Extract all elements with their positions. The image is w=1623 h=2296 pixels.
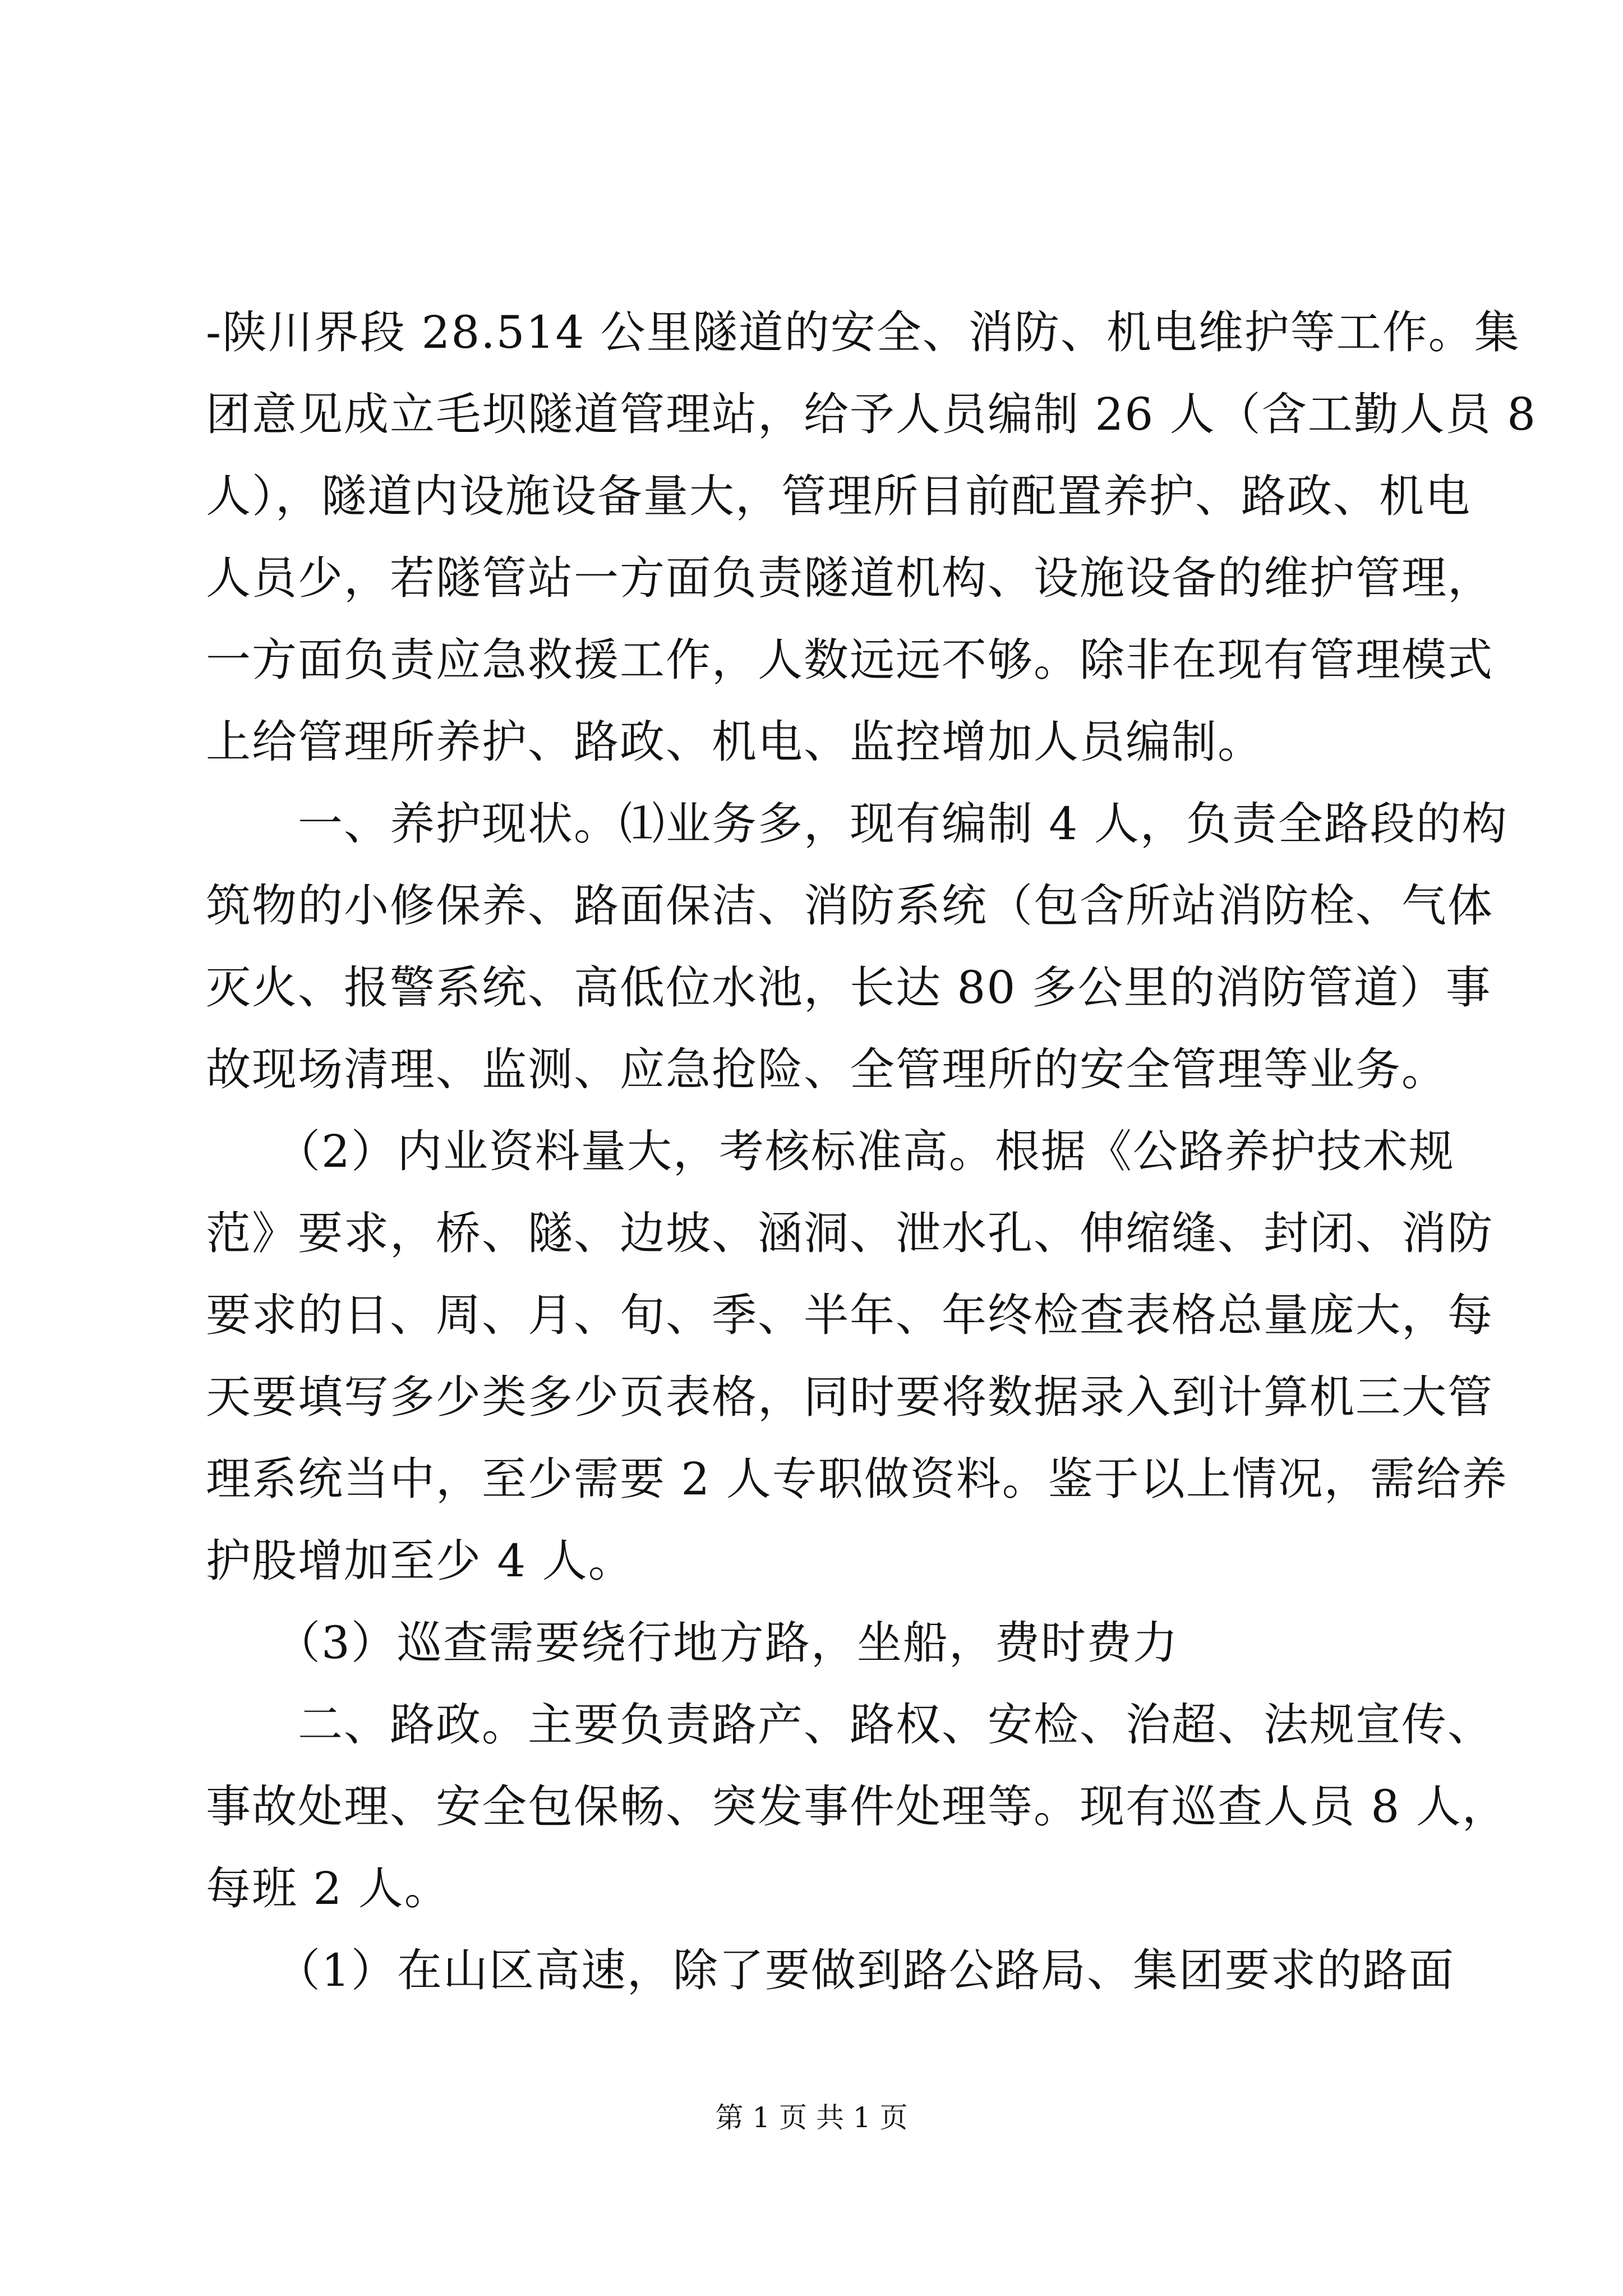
text-line: 每班 2 人。	[206, 1862, 450, 1915]
text-line: 二、路政。主要负责路产、路权、安检、治超、法规宣传、	[206, 1699, 1493, 1751]
text-line: 人员少，若隧管站一方面负责隧道机构、设施设备的维护管理，	[206, 552, 1493, 604]
text-line: 团意见成立毛坝隧道管理站，给予人员编制 26 人（含工勤人员 8	[206, 388, 1537, 440]
text-line: 上给管理所养护、路政、机电、监控增加人员编制。	[206, 716, 1264, 768]
text-line: 天要填写多少类多少页表格，同时要将数据录入到计算机三大管	[206, 1371, 1493, 1423]
text-line: 人），隧道内设施设备量大，管理所目前配置养护、路政、机电	[206, 470, 1471, 522]
text-line: 护股增加至少 4 人。	[206, 1535, 634, 1587]
text-line: （1）在山区高速，除了要做到路公路局、集团要求的路面	[206, 1944, 1455, 1996]
text-line: 理系统当中，至少需要 2 人专职做资料。鉴于以上情况，需给养	[206, 1453, 1508, 1505]
text-line: （3）巡查需要绕行地方路，坐船，费时费力	[206, 1617, 1179, 1669]
text-line: 灭火、报警系统、高低位水池，长达 80 多公里的消防管道）事	[206, 961, 1492, 1014]
text-line: 事故处理、安全包保畅、突发事件处理等。现有巡查人员 8 人，	[206, 1780, 1508, 1833]
text-line: 一方面负责应急救援工作，人数远远不够。除非在现有管理模式	[206, 634, 1493, 686]
text-line: 范》要求，桥、隧、边坡、涵洞、泄水孔、伸缩缝、封闭、消防	[206, 1207, 1493, 1259]
text-line: 筑物的小修保养、路面保洁、消防系统（包含所站消防栓、气体	[206, 880, 1493, 932]
text-line: 一、养护现状。⑴业务多，现有编制 4 人，负责全路段的构	[206, 798, 1508, 850]
text-line: （2）内业资料量大，考核标准高。根据《公路养护技术规	[206, 1125, 1455, 1177]
page-footer: 第 1 页 共 1 页	[715, 2101, 908, 2134]
text-line: 要求的日、周、月、旬、季、半年、年终检查表格总量庞大，每	[206, 1289, 1493, 1341]
text-line: 故现场清理、监测、应急抢险、全管理所的安全管理等业务。	[206, 1043, 1447, 1096]
text-line: -陕川界段 28.514 公里隧道的安全、消防、机电维护等工作。集	[206, 306, 1520, 358]
document-body	[206, 292, 1537, 2012]
